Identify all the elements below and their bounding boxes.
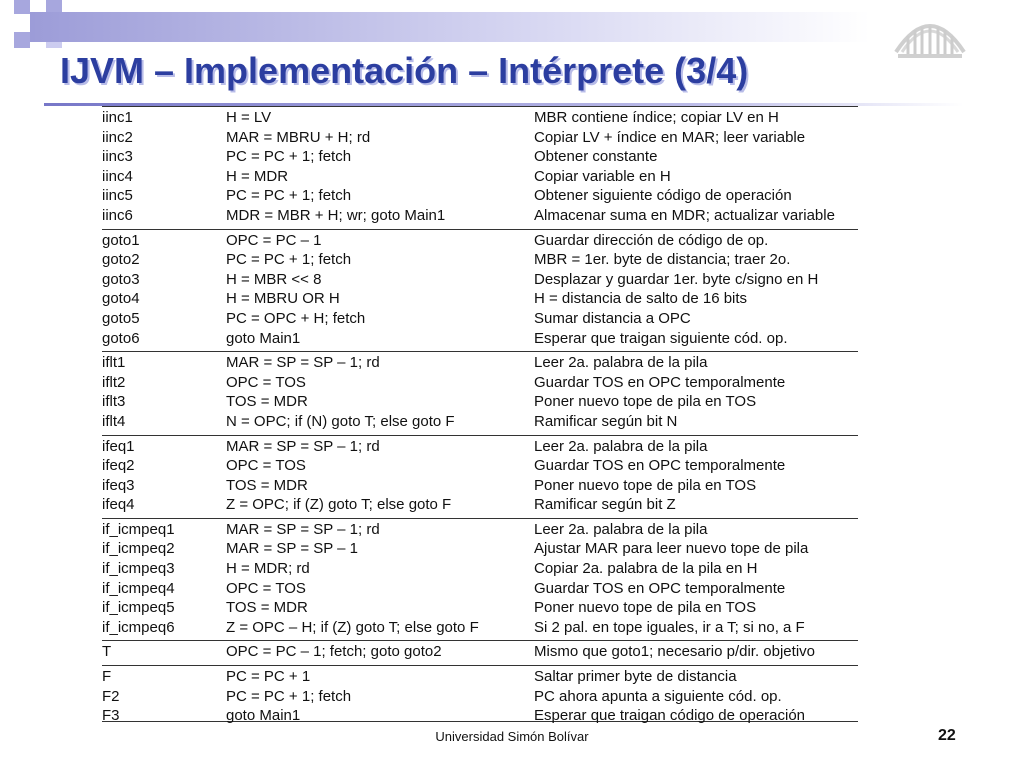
row-label: goto6 xyxy=(102,329,140,347)
row-operation: MAR = SP = SP – 1; rd xyxy=(226,354,380,372)
row-label: if_icmpeq1 xyxy=(102,520,175,538)
row-label: ifeq4 xyxy=(102,496,135,514)
row-label: goto4 xyxy=(102,290,140,308)
row-operation: goto Main1 xyxy=(226,707,301,725)
table-row xyxy=(102,250,858,270)
table-row xyxy=(102,392,858,412)
row-label: goto1 xyxy=(102,231,140,249)
row-operation: TOS = MDR xyxy=(226,599,308,617)
table-row xyxy=(102,559,858,579)
row-comment: Poner nuevo tope de pila en TOS xyxy=(534,599,757,617)
row-label: iinc4 xyxy=(102,167,133,185)
table-row xyxy=(102,353,858,373)
row-comment: Guardar TOS en OPC temporalmente xyxy=(534,579,786,597)
row-label: iflt4 xyxy=(102,412,126,430)
table-row xyxy=(102,206,858,226)
row-label: goto3 xyxy=(102,270,140,288)
table-group xyxy=(102,641,858,666)
row-comment: MBR = 1er. byte de distancia; traer 2o. xyxy=(534,251,791,269)
row-comment: Ramificar según bit Z xyxy=(534,496,676,514)
row-label: if_icmpeq6 xyxy=(102,618,175,636)
row-label: iinc1 xyxy=(102,109,133,126)
row-label: iinc6 xyxy=(102,206,133,224)
row-comment: Guardar TOS en OPC temporalmente xyxy=(534,457,786,475)
table-row xyxy=(102,373,858,393)
table-row xyxy=(102,495,858,515)
row-comment: Guardar dirección de código de op. xyxy=(534,231,769,249)
row-operation: PC = PC + 1; fetch xyxy=(226,148,352,166)
row-label: T xyxy=(102,643,112,661)
row-label: if_icmpeq3 xyxy=(102,560,175,578)
row-operation: MAR = MBRU + H; rd xyxy=(226,128,371,146)
row-operation: H = MBRU OR H xyxy=(226,290,340,308)
row-label: if_icmpeq5 xyxy=(102,599,175,617)
row-comment: Mismo que goto1; necesario p/dir. objetivo xyxy=(534,643,815,661)
university-building-icon xyxy=(890,6,970,62)
row-operation: OPC = TOS xyxy=(226,579,306,597)
row-comment: Leer 2a. palabra de la pila xyxy=(534,437,708,455)
row-operation: TOS = MDR xyxy=(226,393,308,411)
row-comment: Sumar distancia a OPC xyxy=(534,309,691,327)
row-comment: Poner nuevo tope de pila en TOS xyxy=(534,393,757,411)
table-row xyxy=(102,539,858,559)
row-comment: Copiar LV + índice en MAR; leer variable xyxy=(534,128,806,146)
table-row xyxy=(102,642,858,662)
row-operation: N = OPC; if (N) goto T; else goto F xyxy=(226,412,455,430)
row-comment: Si 2 pal. en tope iguales, ir a T; si no, a F xyxy=(534,618,805,636)
row-comment: Poner nuevo tope de pila en TOS xyxy=(534,476,757,494)
row-operation: PC = PC + 1; fetch xyxy=(226,187,352,205)
table-row xyxy=(102,289,858,309)
row-operation: TOS = MDR xyxy=(226,476,308,494)
table-row xyxy=(102,128,858,148)
row-comment: H = distancia de salto de 16 bits xyxy=(534,290,748,308)
row-comment: Leer 2a. palabra de la pila xyxy=(534,520,708,538)
table-row xyxy=(102,667,858,687)
table-row xyxy=(102,231,858,251)
row-operation: MAR = SP = SP – 1; rd xyxy=(226,437,380,455)
row-operation: H = LV xyxy=(226,109,272,126)
row-comment: Ramificar según bit N xyxy=(534,412,678,430)
row-comment: Desplazar y guardar 1er. byte c/signo en H xyxy=(534,270,819,288)
row-operation: Z = OPC; if (Z) goto T; else goto F xyxy=(226,496,452,514)
row-label: iflt1 xyxy=(102,354,126,372)
table-row xyxy=(102,476,858,496)
row-operation: MDR = MBR + H; wr; goto Main1 xyxy=(226,206,446,224)
table-row xyxy=(102,520,858,540)
row-comment: Leer 2a. palabra de la pila xyxy=(534,354,708,372)
row-operation: Z = OPC – H; if (Z) goto T; else goto F xyxy=(226,618,479,636)
row-comment: Esperar que traigan siguiente cód. op. xyxy=(534,329,788,347)
row-operation: OPC = TOS xyxy=(226,373,306,391)
row-operation: H = MDR; rd xyxy=(226,560,310,578)
table-group xyxy=(102,107,858,230)
row-comment: Copiar 2a. palabra de la pila en H xyxy=(534,560,758,578)
table-row xyxy=(102,108,858,128)
table-row xyxy=(102,329,858,349)
row-label: iflt2 xyxy=(102,373,126,391)
table-row xyxy=(102,618,858,638)
row-comment: Obtener siguiente código de operación xyxy=(534,187,792,205)
row-operation: goto Main1 xyxy=(226,329,301,347)
table-row xyxy=(102,412,858,432)
title-gradient-bar xyxy=(30,12,870,42)
row-label: if_icmpeq4 xyxy=(102,579,175,597)
row-label: ifeq2 xyxy=(102,457,135,475)
row-label: if_icmpeq2 xyxy=(102,540,175,558)
row-comment: Almacenar suma en MDR; actualizar variable xyxy=(534,206,835,224)
decorative-square xyxy=(14,32,30,48)
table-row xyxy=(102,309,858,329)
row-label: iinc2 xyxy=(102,128,133,146)
row-comment: Esperar que traigan código de operación xyxy=(534,707,806,725)
table-row xyxy=(102,167,858,187)
row-comment: Copiar variable en H xyxy=(534,167,671,185)
row-operation: H = MBR << 8 xyxy=(226,270,322,288)
row-label: iinc5 xyxy=(102,187,133,205)
row-label: iinc3 xyxy=(102,148,133,166)
table-group xyxy=(102,230,858,353)
row-comment: Guardar TOS en OPC temporalmente xyxy=(534,373,786,391)
row-label: F xyxy=(102,668,112,686)
table-row xyxy=(102,579,858,599)
row-label: goto5 xyxy=(102,309,140,327)
decorative-square xyxy=(14,0,30,14)
page-number: 22 xyxy=(938,727,956,744)
microprogram-table xyxy=(102,106,858,725)
table-group xyxy=(102,436,858,519)
row-comment: Obtener constante xyxy=(534,148,658,166)
row-operation: PC = PC + 1 xyxy=(226,668,311,686)
row-comment: PC ahora apunta a siguiente cód. op. xyxy=(534,687,782,705)
table-group xyxy=(102,352,858,435)
table-row xyxy=(102,186,858,206)
row-label: F2 xyxy=(102,687,120,705)
row-label: ifeq1 xyxy=(102,437,135,455)
table-row xyxy=(102,706,858,726)
slide-footer: Universidad Simón Bolívar xyxy=(435,729,589,744)
row-comment: Ajustar MAR para leer nuevo tope de pila xyxy=(534,540,809,558)
row-label: F3 xyxy=(102,707,120,725)
table-group xyxy=(102,519,858,642)
table-row xyxy=(102,456,858,476)
table-row xyxy=(102,687,858,707)
table-row xyxy=(102,147,858,167)
row-operation: PC = PC + 1; fetch xyxy=(226,251,352,269)
row-operation: H = MDR xyxy=(226,167,289,185)
row-operation: PC = OPC + H; fetch xyxy=(226,309,366,327)
row-operation: MAR = SP = SP – 1 xyxy=(226,540,359,558)
row-label: iflt3 xyxy=(102,393,126,411)
row-label: goto2 xyxy=(102,251,140,269)
row-operation: OPC = PC – 1; fetch; goto goto2 xyxy=(226,643,442,661)
row-operation: OPC = TOS xyxy=(226,457,306,475)
row-comment: Saltar primer byte de distancia xyxy=(534,668,737,686)
row-comment: MBR contiene índice; copiar LV en H xyxy=(534,109,779,126)
table-group xyxy=(102,666,858,729)
row-operation: MAR = SP = SP – 1; rd xyxy=(226,520,380,538)
row-operation: PC = PC + 1; fetch xyxy=(226,687,352,705)
row-operation: OPC = PC – 1 xyxy=(226,231,322,249)
slide-title: IJVM – Implementación – Intérprete (3/4) xyxy=(60,50,749,91)
row-label: ifeq3 xyxy=(102,476,135,494)
table-row xyxy=(102,437,858,457)
table-row xyxy=(102,598,858,618)
table-row xyxy=(102,270,858,290)
